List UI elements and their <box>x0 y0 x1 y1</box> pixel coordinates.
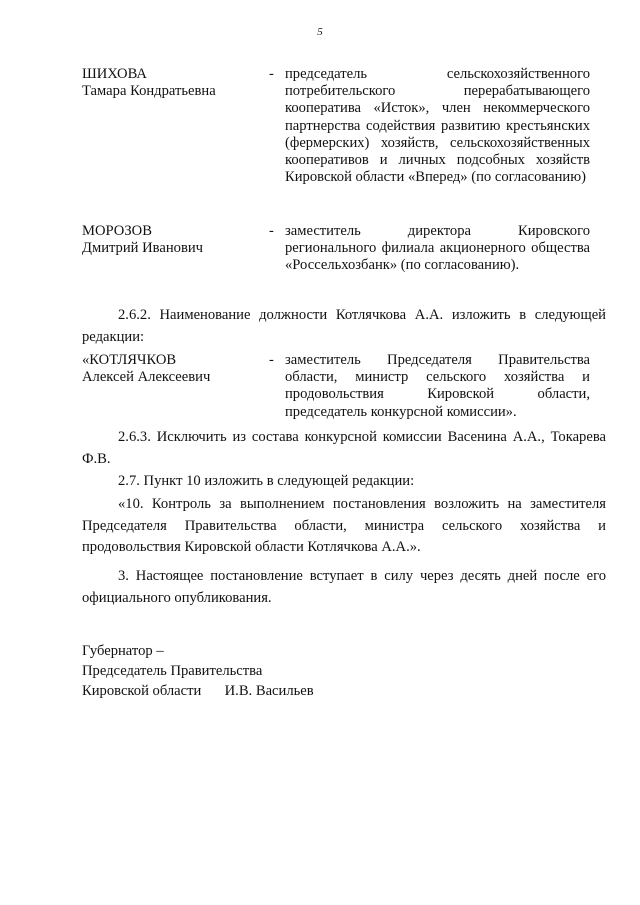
signature-title-line1: Губернатор – <box>82 643 164 659</box>
member-position: заместитель Председателя Правительства области, министр сельского хозяйства и продовольствия Кировской области, председатель конкурсной комиссии». <box>285 352 590 420</box>
member-given-names: Алексей Алексеевич <box>82 369 211 386</box>
page-number: 5 <box>317 26 323 38</box>
member-given-names: Тамара Кондратьевна <box>82 83 216 100</box>
signature-title-line3: Кировской области <box>82 683 202 699</box>
paragraph-2-7: 2.7. Пункт 10 изложить в следующей редакции: <box>118 473 415 489</box>
paragraph-10: «10. Контроль за выполнением постановления возложить на заместителя Председателя Правительства области, министра сельского хозяйства и продовольствия Кировской области Котлячкова А.А.». <box>82 496 606 555</box>
paragraph-3: 3. Настоящее постановление вступает в силу через десять дней после его официального опубликования. <box>82 568 606 606</box>
signature-block <box>82 641 314 701</box>
signature-title-line2: Председатель Правительства <box>82 663 263 679</box>
signature-title-line3-row <box>82 681 314 701</box>
paragraph-2-6-2: 2.6.2. Наименование должности Котлячкова А.А. изложить в следующей редакции: <box>82 307 606 345</box>
entry-dash: - <box>269 223 274 239</box>
member-surname: ШИХОВА <box>82 66 147 82</box>
member-name <box>82 66 262 100</box>
member-given-names: Дмитрий Иванович <box>82 240 203 257</box>
member-surname: МОРОЗОВ <box>82 223 152 239</box>
member-position: председатель сельскохозяйственного потребительского перерабатывающего кооператива «Исток», член некоммерческого партнерства содействия развитию крестьянских (фермерских) хозяйств, сельскохозяйственных кооперативов и личных подсобных хозяйств Кировской области «Вперед» (по согласованию) <box>285 66 590 186</box>
member-name <box>82 352 262 386</box>
signatory-name: И.В. Васильев <box>224 683 314 699</box>
paragraph-2-6-3: 2.6.3. Исключить из состава конкурсной комиссии Васенина А.А., Токарева Ф.В. <box>82 429 606 467</box>
member-surname: «КОТЛЯЧКОВ <box>82 352 177 368</box>
member-position: заместитель директора Кировского регионального филиала акционерного общества «Россельхозбанк» (по согласованию). <box>285 223 590 274</box>
member-name <box>82 223 262 257</box>
entry-dash: - <box>269 352 274 368</box>
entry-dash: - <box>269 66 274 82</box>
